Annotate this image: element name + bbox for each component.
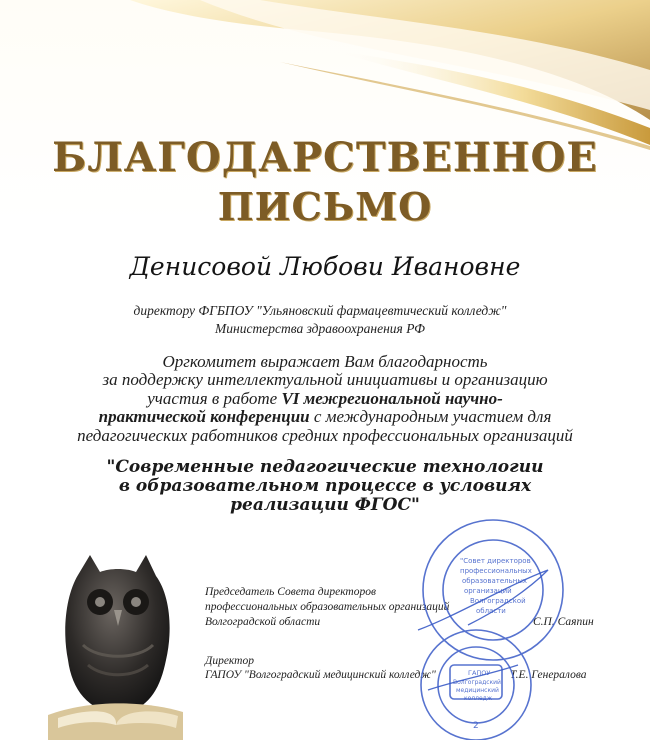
- conference-topic: [40, 458, 610, 515]
- chair-organization: профессиональных образовательных организаций: [205, 601, 450, 613]
- gratitude-line: участия в работе: [147, 388, 282, 408]
- conference-name: VI межрегиональной научно-: [281, 388, 503, 408]
- gratitude-line: педагогических работников средних профессиональных организаций: [77, 425, 573, 445]
- gratitude-line: за поддержку интеллектуальной инициативы и организацию: [102, 370, 548, 390]
- director-organization: ГАПОУ "Волгоградский медицинский колледж": [205, 669, 436, 681]
- director-title: Директор: [205, 655, 254, 667]
- chair-signatory-name: С.П. Саяпин: [533, 616, 594, 628]
- gratitude-line: с международным участием для: [309, 407, 552, 427]
- gratitude-text: [40, 353, 610, 445]
- svg-text:"Совет директоров: "Совет директоров: [460, 557, 531, 565]
- svg-text:профессиональных: профессиональных: [460, 567, 532, 575]
- svg-text:Волгоградской: Волгоградской: [470, 597, 526, 605]
- conference-name: практической конференции: [98, 407, 310, 427]
- chair-region: Волгоградской области: [205, 616, 321, 628]
- certificate-subtitle: ПИСЬМО: [217, 184, 433, 229]
- recipient-position: директору ФГБПОУ "Ульяновский фармацевтический колледж": [133, 303, 507, 318]
- svg-text:области: области: [476, 607, 506, 615]
- official-stamps: [398, 515, 568, 740]
- topic-line: "Современные педагогические технологии: [106, 457, 544, 477]
- svg-text:ГАПОУ: ГАПОУ: [468, 669, 491, 677]
- svg-text:образовательных: образовательных: [462, 577, 527, 585]
- recipient-name: Денисовой Любови Ивановне: [129, 252, 521, 281]
- gratitude-line: Оргкомитет выражает Вам благодарность: [162, 352, 488, 371]
- svg-text:организаций: организаций: [464, 587, 512, 595]
- gold-wave-decoration: [0, 0, 650, 150]
- svg-text:2: 2: [473, 721, 479, 731]
- topic-line: в образовательном процессе в условиях: [118, 476, 532, 496]
- svg-text:Волгоградский: Волгоградский: [453, 679, 501, 686]
- svg-text:медицинский: медицинский: [456, 687, 499, 694]
- certificate-title: БЛАГОДАРСТВЕННОЕ: [52, 134, 598, 181]
- director-signatory-name: Т.Е. Генералова: [510, 669, 587, 681]
- recipient-ministry: Министерства здравоохранения РФ: [215, 321, 425, 336]
- owl-statue-image: [48, 550, 183, 740]
- chair-title: Председатель Совета директоров: [205, 586, 376, 598]
- topic-line: реализации ФГОС": [230, 495, 420, 515]
- svg-text:колледж: колледж: [464, 695, 493, 702]
